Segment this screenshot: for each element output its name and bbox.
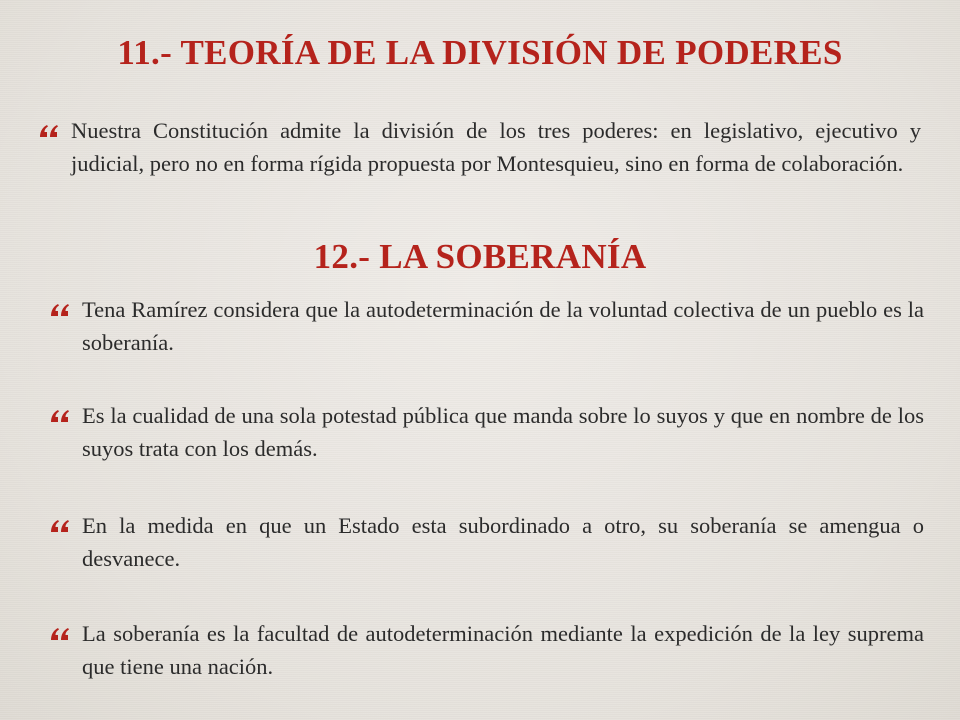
bullet-item bbox=[37, 114, 921, 180]
bullet-text: Nuestra Constitución admite la división de los tres poderes: en legislativo, ejecutivo y judicial, pero no en forma rígida propuesta por Montesquieu, sino en forma de colaboración. bbox=[71, 118, 921, 176]
bullet-item bbox=[48, 617, 924, 683]
double-quote-bullet-icon bbox=[48, 406, 72, 426]
double-quote-bullet-icon bbox=[48, 300, 72, 320]
bullet-text: En la medida en que un Estado esta subordinado a otro, su soberanía se amengua o desvanece. bbox=[82, 513, 924, 571]
bullet-text: Tena Ramírez considera que la autodeterminación de la voluntad colectiva de un pueblo es la soberanía. bbox=[82, 297, 924, 355]
double-quote-bullet-icon bbox=[48, 516, 72, 536]
section-title-division-poderes: 11.- TEORÍA DE LA DIVISIÓN DE PODERES bbox=[117, 33, 843, 72]
double-quote-bullet-icon bbox=[37, 121, 61, 141]
bullet-text: Es la cualidad de una sola potestad pública que manda sobre lo suyos y que en nombre de los suyos trata con los demás. bbox=[82, 403, 924, 461]
bullet-text: La soberanía es la facultad de autodeterminación mediante la expedición de la ley suprema que tiene una nación. bbox=[82, 621, 924, 679]
bullet-item bbox=[48, 399, 924, 465]
bullet-item bbox=[48, 509, 924, 575]
double-quote-bullet-icon bbox=[48, 624, 72, 644]
bullet-item bbox=[48, 293, 924, 359]
section-title-soberania: 12.- LA SOBERANÍA bbox=[313, 237, 647, 276]
